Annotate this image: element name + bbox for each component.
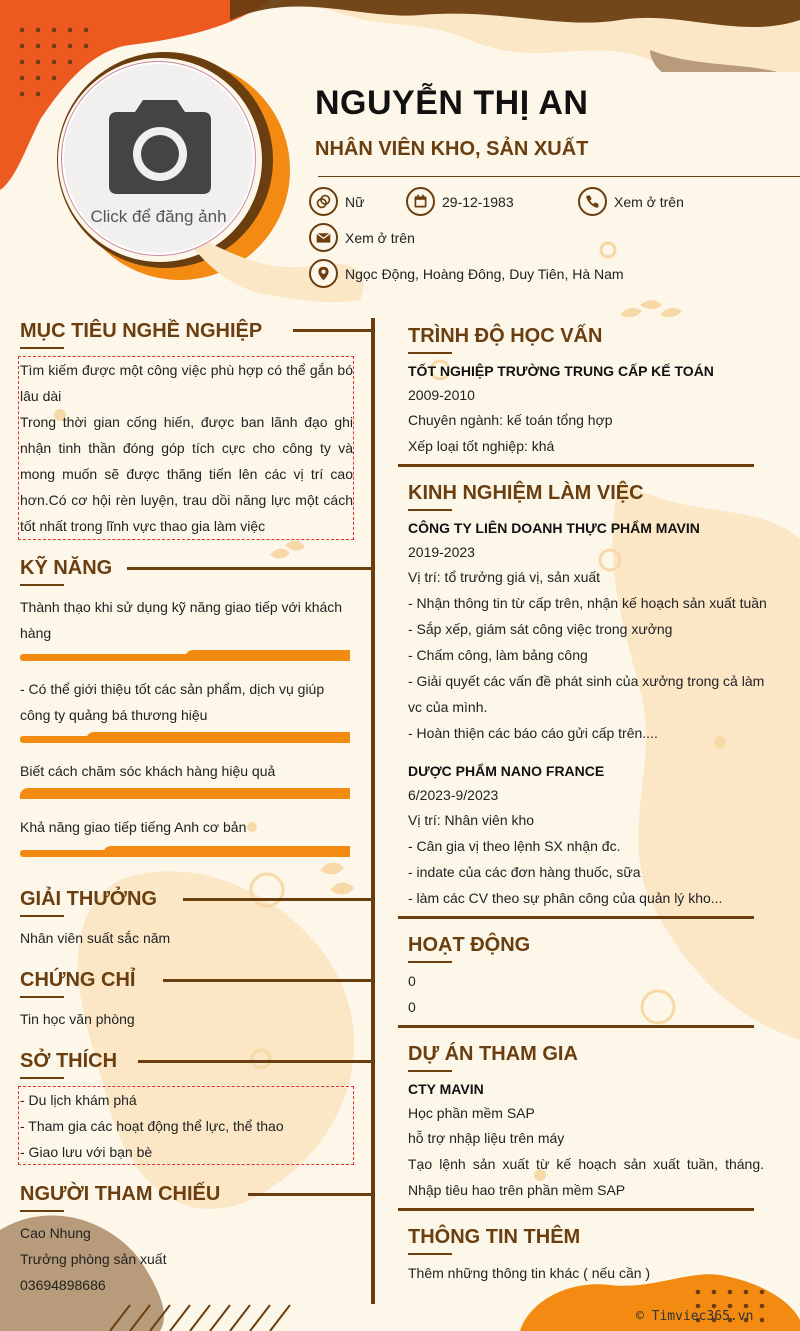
experience-line: Vị trí: tổ trưởng giá vị, sản xuất bbox=[408, 569, 601, 585]
education-end-rule bbox=[398, 464, 754, 467]
email-value: Xem ở trên bbox=[345, 229, 415, 246]
experience-period: 6/2023-9/2023 bbox=[408, 787, 499, 803]
column-divider bbox=[371, 318, 375, 1304]
experience-company: CÔNG TY LIÊN DOANH THỰC PHẨM MAVIN bbox=[408, 520, 700, 536]
camera-icon bbox=[101, 98, 219, 198]
hobby-item: - Giao lưu với bạn bè bbox=[20, 1144, 153, 1160]
gender-icon bbox=[309, 187, 338, 216]
objective-heading: MỤC TIÊU NGHỀ NGHIỆP bbox=[20, 320, 262, 343]
experience-line: - làm các CV theo sự phân công của quản lý kho... bbox=[408, 890, 723, 906]
references-heading: NGƯỜI THAM CHIẾU bbox=[20, 1183, 220, 1206]
education-period: 2009-2010 bbox=[408, 387, 475, 403]
skill-bar bbox=[20, 732, 350, 743]
project-name: CTY MAVIN bbox=[408, 1081, 484, 1097]
certificates-text: Tin học văn phòng bbox=[20, 1011, 135, 1027]
experience-line: - Hoàn thiện các báo cáo gửi cấp trên.... bbox=[408, 725, 658, 741]
extra-info-text: Thêm những thông tin khác ( nếu cần ) bbox=[408, 1265, 651, 1281]
activity-item: 0 bbox=[408, 999, 416, 1015]
skill-item-label: Biết cách chăm sóc khách hàng hiệu quả bbox=[20, 763, 276, 779]
activities-end-rule bbox=[398, 1025, 754, 1028]
experience-line: - Nhận thông tin từ cấp trên, nhận kế hoạch sản xuất tuần bbox=[408, 595, 767, 611]
extra-info-heading: THÔNG TIN THÊM bbox=[408, 1226, 580, 1249]
references-heading-rule bbox=[248, 1193, 373, 1196]
avatar-upload-label: Click để đăng ảnh bbox=[90, 207, 227, 226]
certificates-heading-rule bbox=[163, 979, 373, 982]
name-panel bbox=[295, 72, 800, 177]
experience-period: 2019-2023 bbox=[408, 544, 475, 560]
experience-line: Vị trí: Nhân viên kho bbox=[408, 812, 535, 828]
certificates-heading: CHỨNG CHỈ bbox=[20, 969, 135, 992]
gender-value: Nữ bbox=[345, 193, 365, 210]
address-info bbox=[309, 259, 624, 288]
experience-line: - Giải quyết các vấn đề phát sinh của xưởng trong cả làm vc của mình. bbox=[408, 673, 765, 715]
activity-item: 0 bbox=[408, 973, 416, 989]
envelope-icon bbox=[309, 223, 338, 252]
reference-item: Trưởng phòng sản xuất bbox=[20, 1251, 167, 1267]
awards-text: Nhân viên suất sắc năm bbox=[20, 930, 171, 946]
objective-heading-rule bbox=[293, 329, 373, 332]
name-divider bbox=[318, 176, 800, 177]
skill-item-label: Khả năng giao tiếp tiếng Anh cơ bản bbox=[20, 819, 247, 835]
address-value: Ngọc Động, Hoàng Đông, Duy Tiên, Hà Nam bbox=[345, 265, 624, 282]
experience-heading: KINH NGHIỆM LÀM VIỆC bbox=[408, 482, 644, 505]
hobbies-heading: SỞ THÍCH bbox=[20, 1050, 117, 1073]
location-pin-icon bbox=[309, 259, 338, 288]
project-line: Tạo lệnh sản xuất từ kế hoạch sản xuất tuần, tháng. Nhập tiêu hao trên phần mềm SAP bbox=[408, 1156, 764, 1198]
project-line: Học phần mềm SAP bbox=[408, 1105, 535, 1121]
hobby-item: - Tham gia các hoạt động thể lực, thể thao bbox=[20, 1118, 284, 1134]
job-title: NHÂN VIÊN KHO, SẢN XUẤT bbox=[315, 138, 589, 160]
calendar-icon bbox=[406, 187, 435, 216]
skills-heading-rule bbox=[127, 567, 373, 570]
skill-bar bbox=[20, 788, 350, 799]
project-line: hỗ trợ nhập liệu trên máy bbox=[408, 1130, 565, 1146]
birthday-value: 29-12-1983 bbox=[442, 193, 514, 210]
skill-bar bbox=[20, 650, 350, 661]
full-name: NGUYỄN THỊ AN bbox=[315, 84, 589, 122]
projects-heading: DỰ ÁN THAM GIA bbox=[408, 1043, 578, 1066]
activities-heading: HOẠT ĐỘNG bbox=[408, 934, 530, 957]
education-line: Xếp loại tốt nghiệp: khá bbox=[408, 438, 555, 454]
copyright-footer: © Timviec365.vn bbox=[636, 1309, 754, 1324]
skill-item-label: - Có thể giới thiệu tốt các sản phẩm, dịch vụ giúp công ty quảng bá thương hiệu bbox=[20, 681, 325, 723]
experience-end-rule bbox=[398, 916, 754, 919]
skills-heading: KỸ NĂNG bbox=[20, 557, 112, 580]
phone-icon bbox=[578, 187, 607, 216]
skill-item-label: Thành thạo khi sử dụng kỹ năng giao tiếp với khách hàng bbox=[20, 599, 343, 641]
objective-text: Tìm kiếm được một công việc phù hợp có thể gắn bó lâu dài Trong thời gian cống hiến, được ban lãnh đạo ghi nhận tinh thần đóng góp tích cực cho công ty và mong muốn sẽ được thăng tiến lên các vị trí cao hơn.Có cơ hội rèn luyện, trau dồi năng lực một cách tốt nhất trong lĩnh vực thao gia làm việc bbox=[20, 362, 353, 534]
projects-end-rule bbox=[398, 1208, 754, 1211]
experience-line: - Chấm công, làm bảng công bbox=[408, 647, 588, 663]
awards-heading-rule bbox=[183, 898, 373, 901]
experience-line: - Sắp xếp, giám sát công việc trong xưởng bbox=[408, 621, 673, 637]
hobby-item: - Du lịch khám phá bbox=[20, 1092, 137, 1108]
gender-info bbox=[309, 187, 364, 216]
reference-item: Cao Nhung bbox=[20, 1225, 91, 1241]
education-school: TỐT NGHIỆP TRƯỜNG TRUNG CẤP KẾ TOÁN bbox=[408, 363, 714, 379]
phone-info bbox=[578, 187, 684, 216]
avatar-upload[interactable] bbox=[62, 62, 255, 255]
hobbies-heading-rule bbox=[138, 1060, 373, 1063]
education-heading: TRÌNH ĐỘ HỌC VẤN bbox=[408, 325, 602, 348]
phone-value: Xem ở trên bbox=[614, 193, 684, 210]
skill-bar bbox=[20, 846, 350, 857]
experience-line: - Cân gia vị theo lệnh SX nhận đc. bbox=[408, 838, 621, 854]
education-line: Chuyên ngành: kế toán tổng hợp bbox=[408, 412, 613, 428]
birthday-info bbox=[406, 187, 514, 216]
experience-line: - indate của các đơn hàng thuốc, sữa bbox=[408, 864, 641, 880]
experience-company: DƯỢC PHẨM NANO FRANCE bbox=[408, 763, 605, 779]
awards-heading: GIẢI THƯỞNG bbox=[20, 888, 157, 911]
email-info bbox=[309, 223, 415, 252]
reference-item: 03694898686 bbox=[20, 1277, 106, 1293]
